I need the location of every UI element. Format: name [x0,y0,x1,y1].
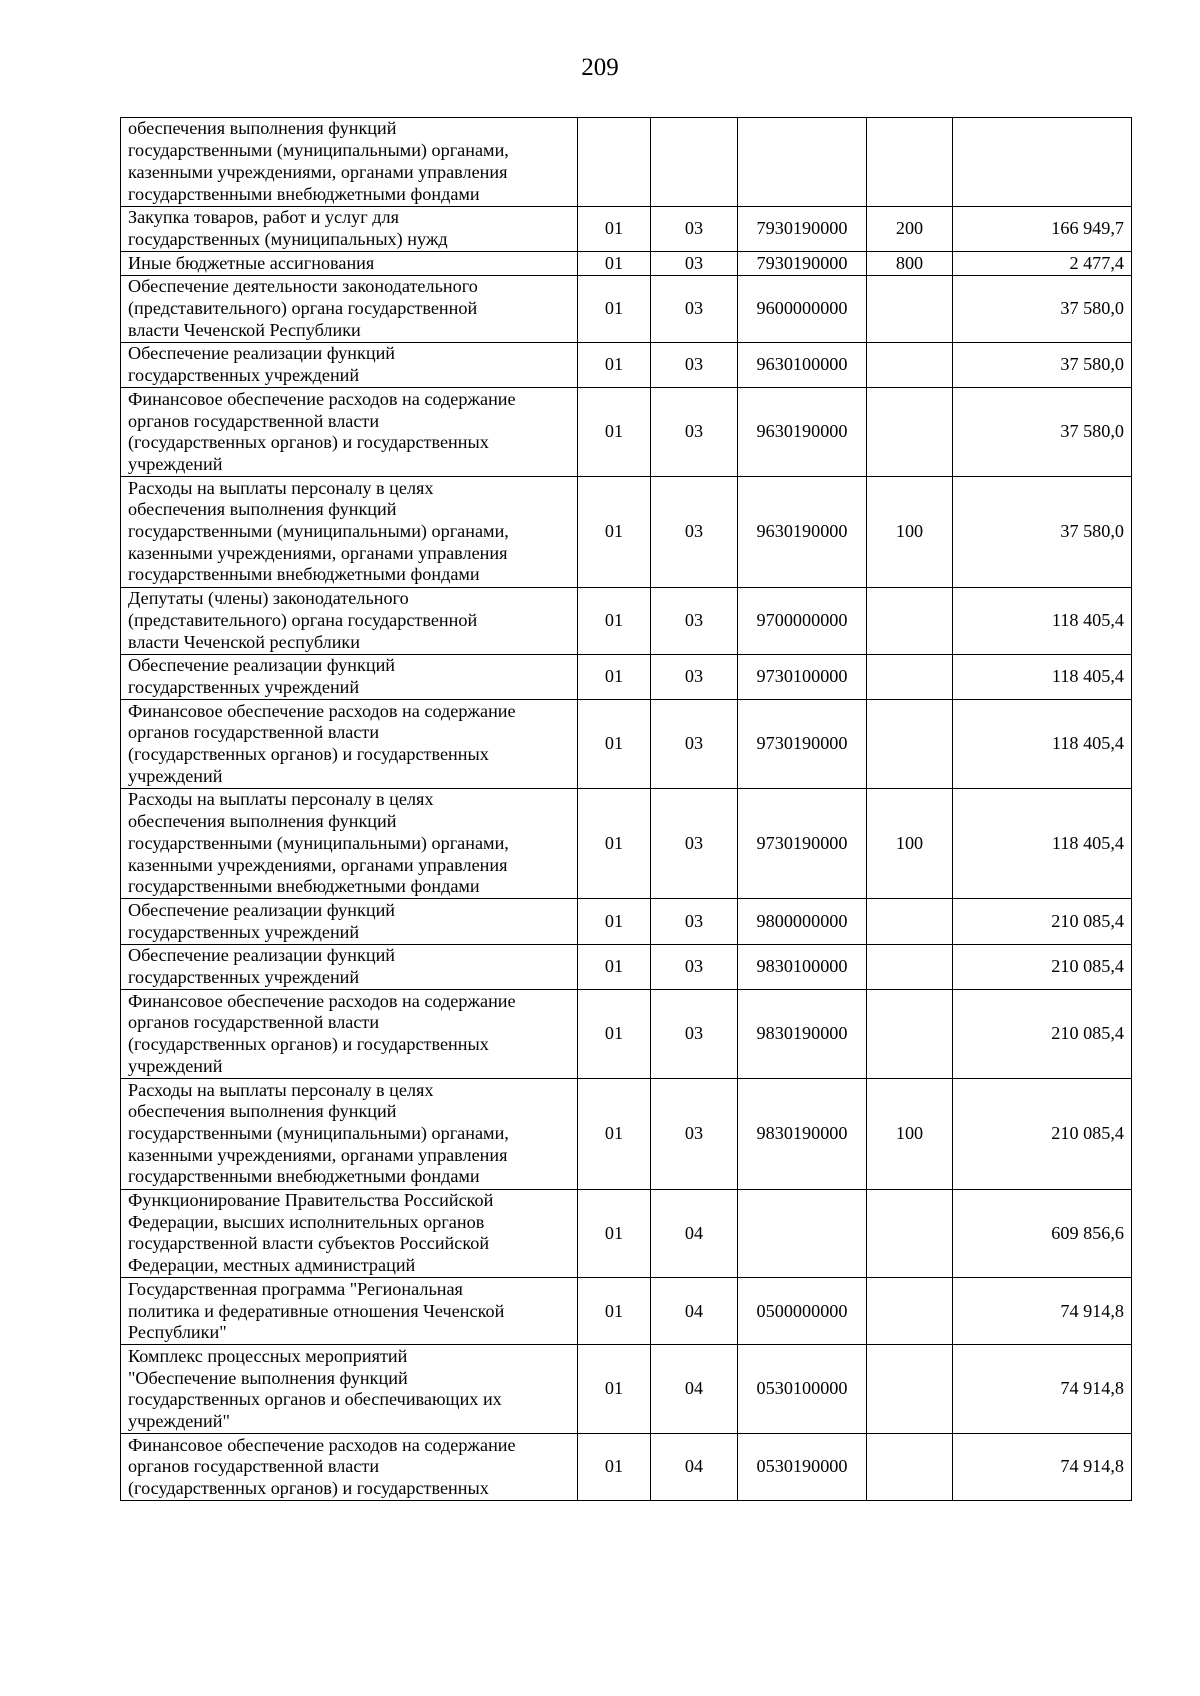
row-description [121,477,578,588]
description-line: учреждений [128,1055,223,1076]
subsection-code [651,118,738,207]
expense-type-code [867,342,953,387]
expense-type-code [867,388,953,477]
section-code: 01 [578,1189,651,1278]
description-line: Обеспечение реализации функций [128,899,396,920]
expense-type-code [867,1434,953,1501]
row-description [121,1079,578,1190]
target-article-code: 9830100000 [738,944,867,989]
description-line: (представительного) органа государственной [128,298,478,319]
row-description [121,388,578,477]
description-line: казенными учреждениями, органами управления [128,161,508,182]
expense-type-code [867,1189,953,1278]
table-row [121,587,1132,654]
page-number: 209 [581,54,619,81]
description-line: государственных учреждений [128,921,360,942]
description-line: обеспечения выполнения функций [128,811,397,832]
description-line: Расходы на выплаты персоналу в целях [128,477,434,498]
expense-type-code: 100 [867,477,953,588]
description-line: казенными учреждениями, органами управления [128,854,508,875]
table-row [121,899,1132,944]
amount-value [953,118,1132,207]
section-code: 01 [578,252,651,276]
target-article-code: 0530190000 [738,1434,867,1501]
row-description [121,788,578,899]
table-row [121,342,1132,387]
expense-type-code: 100 [867,788,953,899]
section-code: 01 [578,587,651,654]
description-line: Обеспечение реализации функций [128,343,396,364]
row-description [121,252,578,276]
description-line: Финансовое обеспечение расходов на содержание [128,1434,516,1455]
description-line: государственных учреждений [128,676,360,697]
expense-type-code [867,654,953,699]
subsection-code: 03 [651,206,738,251]
description-line: политика и федеративные отношения Чеченской [128,1300,505,1321]
description-line: государственными внебюджетными фондами [128,876,480,897]
amount-value: 118 405,4 [953,587,1132,654]
subsection-code: 03 [651,944,738,989]
expense-type-code [867,1345,953,1434]
target-article-code: 0500000000 [738,1278,867,1345]
section-code: 01 [578,1345,651,1434]
description-line: учреждений [128,453,223,474]
row-description [121,342,578,387]
section-code: 01 [578,342,651,387]
amount-value: 74 914,8 [953,1434,1132,1501]
description-line: Иные бюджетные ассигнования [128,252,375,273]
row-description [121,275,578,342]
section-code: 01 [578,477,651,588]
amount-value: 37 580,0 [953,388,1132,477]
amount-value: 210 085,4 [953,990,1132,1079]
description-line: государственной власти субъектов Российской [128,1233,490,1254]
subsection-code: 04 [651,1345,738,1434]
table-row [121,206,1132,251]
row-description [121,990,578,1079]
description-line: Финансовое обеспечение расходов на содержание [128,990,516,1011]
subsection-code: 04 [651,1189,738,1278]
description-line: Расходы на выплаты персоналу в целях [128,789,434,810]
subsection-code: 03 [651,654,738,699]
description-line: государственными внебюджетными фондами [128,1166,480,1187]
row-description [121,206,578,251]
subsection-code: 03 [651,990,738,1079]
description-line: органов государственной власти [128,1456,380,1477]
description-line: Депутаты (члены) законодательного [128,588,409,609]
description-line: Государственная программа "Региональная [128,1278,463,1299]
subsection-code: 03 [651,275,738,342]
description-line: казенными учреждениями, органами управления [128,542,508,563]
expense-type-code: 800 [867,252,953,276]
description-line: обеспечения выполнения функций [128,499,397,520]
description-line: власти Чеченской Республики [128,319,361,340]
description-line: власти Чеченской республики [128,631,361,652]
amount-value: 74 914,8 [953,1278,1132,1345]
table-row [121,654,1132,699]
description-line: государственными (муниципальными) органами, [128,1122,509,1143]
target-article-code: 9700000000 [738,587,867,654]
description-line: государственных учреждений [128,365,360,386]
table-row [121,388,1132,477]
target-article-code: 9730190000 [738,788,867,899]
amount-value: 118 405,4 [953,654,1132,699]
row-description [121,118,578,207]
description-line: государственными внебюджетными фондами [128,564,480,585]
subsection-code: 03 [651,899,738,944]
table-row [121,477,1132,588]
table-row [121,788,1132,899]
row-description [121,944,578,989]
expense-type-code [867,118,953,207]
subsection-code: 03 [651,587,738,654]
section-code: 01 [578,1434,651,1501]
subsection-code: 03 [651,252,738,276]
expense-type-code [867,990,953,1079]
description-line: Закупка товаров, работ и услуг для [128,207,399,228]
target-article-code: 9600000000 [738,275,867,342]
target-article-code: 9630100000 [738,342,867,387]
table-row [121,1278,1132,1345]
subsection-code: 04 [651,1278,738,1345]
section-code: 01 [578,899,651,944]
amount-value: 37 580,0 [953,275,1132,342]
table-row [121,1434,1132,1501]
subsection-code: 03 [651,388,738,477]
expense-type-code [867,587,953,654]
description-line: Федерации, местных администраций [128,1255,416,1276]
expense-type-code [867,899,953,944]
row-description [121,700,578,789]
description-line: (государственных органов) и государственных [128,744,489,765]
description-line: государственными (муниципальными) органами, [128,140,509,161]
amount-value: 2 477,4 [953,252,1132,276]
row-description [121,1189,578,1278]
subsection-code: 03 [651,788,738,899]
description-line: Республики" [128,1322,227,1343]
budget-table-body [121,118,1132,1501]
description-line: (представительного) органа государственной [128,609,478,630]
amount-value: 210 085,4 [953,944,1132,989]
amount-value: 166 949,7 [953,206,1132,251]
section-code: 01 [578,1278,651,1345]
description-line: Финансовое обеспечение расходов на содержание [128,700,516,721]
target-article-code: 7930190000 [738,206,867,251]
description-line: обеспечения выполнения функций [128,1101,397,1122]
expense-type-code [867,1278,953,1345]
section-code: 01 [578,700,651,789]
target-article-code: 0530100000 [738,1345,867,1434]
description-line: государственными (муниципальными) органами, [128,521,509,542]
expense-type-code [867,700,953,789]
subsection-code: 03 [651,1079,738,1190]
description-line: Функционирование Правительства Российской [128,1190,494,1210]
target-article-code: 9730100000 [738,654,867,699]
expense-type-code [867,275,953,342]
section-code: 01 [578,788,651,899]
row-description [121,1278,578,1345]
section-code: 01 [578,388,651,477]
row-description [121,1434,578,1501]
description-line: Федерации, высших исполнительных органов [128,1211,485,1232]
description-line: обеспечения выполнения функций [128,118,397,139]
description-line: государственными (муниципальными) органами, [128,832,509,853]
description-line: государственных (муниципальных) нужд [128,228,448,249]
target-article-code: 9630190000 [738,388,867,477]
amount-value: 37 580,0 [953,477,1132,588]
table-row [121,1079,1132,1190]
description-line: государственными внебюджетными фондами [128,183,480,204]
amount-value: 74 914,8 [953,1345,1132,1434]
table-row [121,252,1132,276]
table-row [121,700,1132,789]
table-row [121,944,1132,989]
expense-type-code: 100 [867,1079,953,1190]
description-line: казенными учреждениями, органами управления [128,1144,508,1165]
description-line: (государственных органов) и государственных [128,1478,489,1499]
target-article-code: 9730190000 [738,700,867,789]
table-row [121,1345,1132,1434]
description-line: Комплекс процессных мероприятий [128,1345,408,1366]
row-description [121,654,578,699]
description-line: (государственных органов) и государственных [128,432,489,453]
target-article-code: 9800000000 [738,899,867,944]
amount-value: 118 405,4 [953,700,1132,789]
row-description [121,899,578,944]
expense-type-code: 200 [867,206,953,251]
section-code: 01 [578,1079,651,1190]
row-description [121,1345,578,1434]
section-code: 01 [578,206,651,251]
description-line: органов государственной власти [128,410,380,431]
target-article-code [738,1189,867,1278]
target-article-code: 7930190000 [738,252,867,276]
section-code: 01 [578,990,651,1079]
section-code: 01 [578,275,651,342]
description-line: органов государственной власти [128,722,380,743]
amount-value: 37 580,0 [953,342,1132,387]
amount-value: 210 085,4 [953,1079,1132,1190]
target-article-code: 9830190000 [738,1079,867,1190]
description-line: государственных учреждений [128,967,360,988]
description-line: "Обеспечение выполнения функций [128,1367,408,1388]
subsection-code: 03 [651,477,738,588]
table-row [121,118,1132,207]
description-line: Обеспечение деятельности законодательного [128,276,478,297]
description-line: Финансовое обеспечение расходов на содержание [128,388,516,409]
description-line: Обеспечение реализации функций [128,945,396,966]
amount-value: 609 856,6 [953,1189,1132,1278]
description-line: (государственных органов) и государственных [128,1034,489,1055]
description-line: органов государственной власти [128,1012,380,1033]
description-line: государственных органов и обеспечивающих их [128,1389,502,1410]
target-article-code: 9830190000 [738,990,867,1079]
budget-table [120,117,1132,1501]
subsection-code: 03 [651,342,738,387]
subsection-code: 04 [651,1434,738,1501]
section-code: 01 [578,654,651,699]
target-article-code: 9630190000 [738,477,867,588]
table-row [121,275,1132,342]
table-row [121,1189,1132,1278]
amount-value: 210 085,4 [953,899,1132,944]
description-line: учреждений [128,765,223,786]
section-code [578,118,651,207]
table-row [121,990,1132,1079]
expense-type-code [867,944,953,989]
description-line: Расходы на выплаты персоналу в целях [128,1079,434,1100]
target-article-code [738,118,867,207]
description-line: учреждений" [128,1411,230,1431]
amount-value: 118 405,4 [953,788,1132,899]
subsection-code: 03 [651,700,738,789]
row-description [121,587,578,654]
description-line: Обеспечение реализации функций [128,655,396,676]
section-code: 01 [578,944,651,989]
